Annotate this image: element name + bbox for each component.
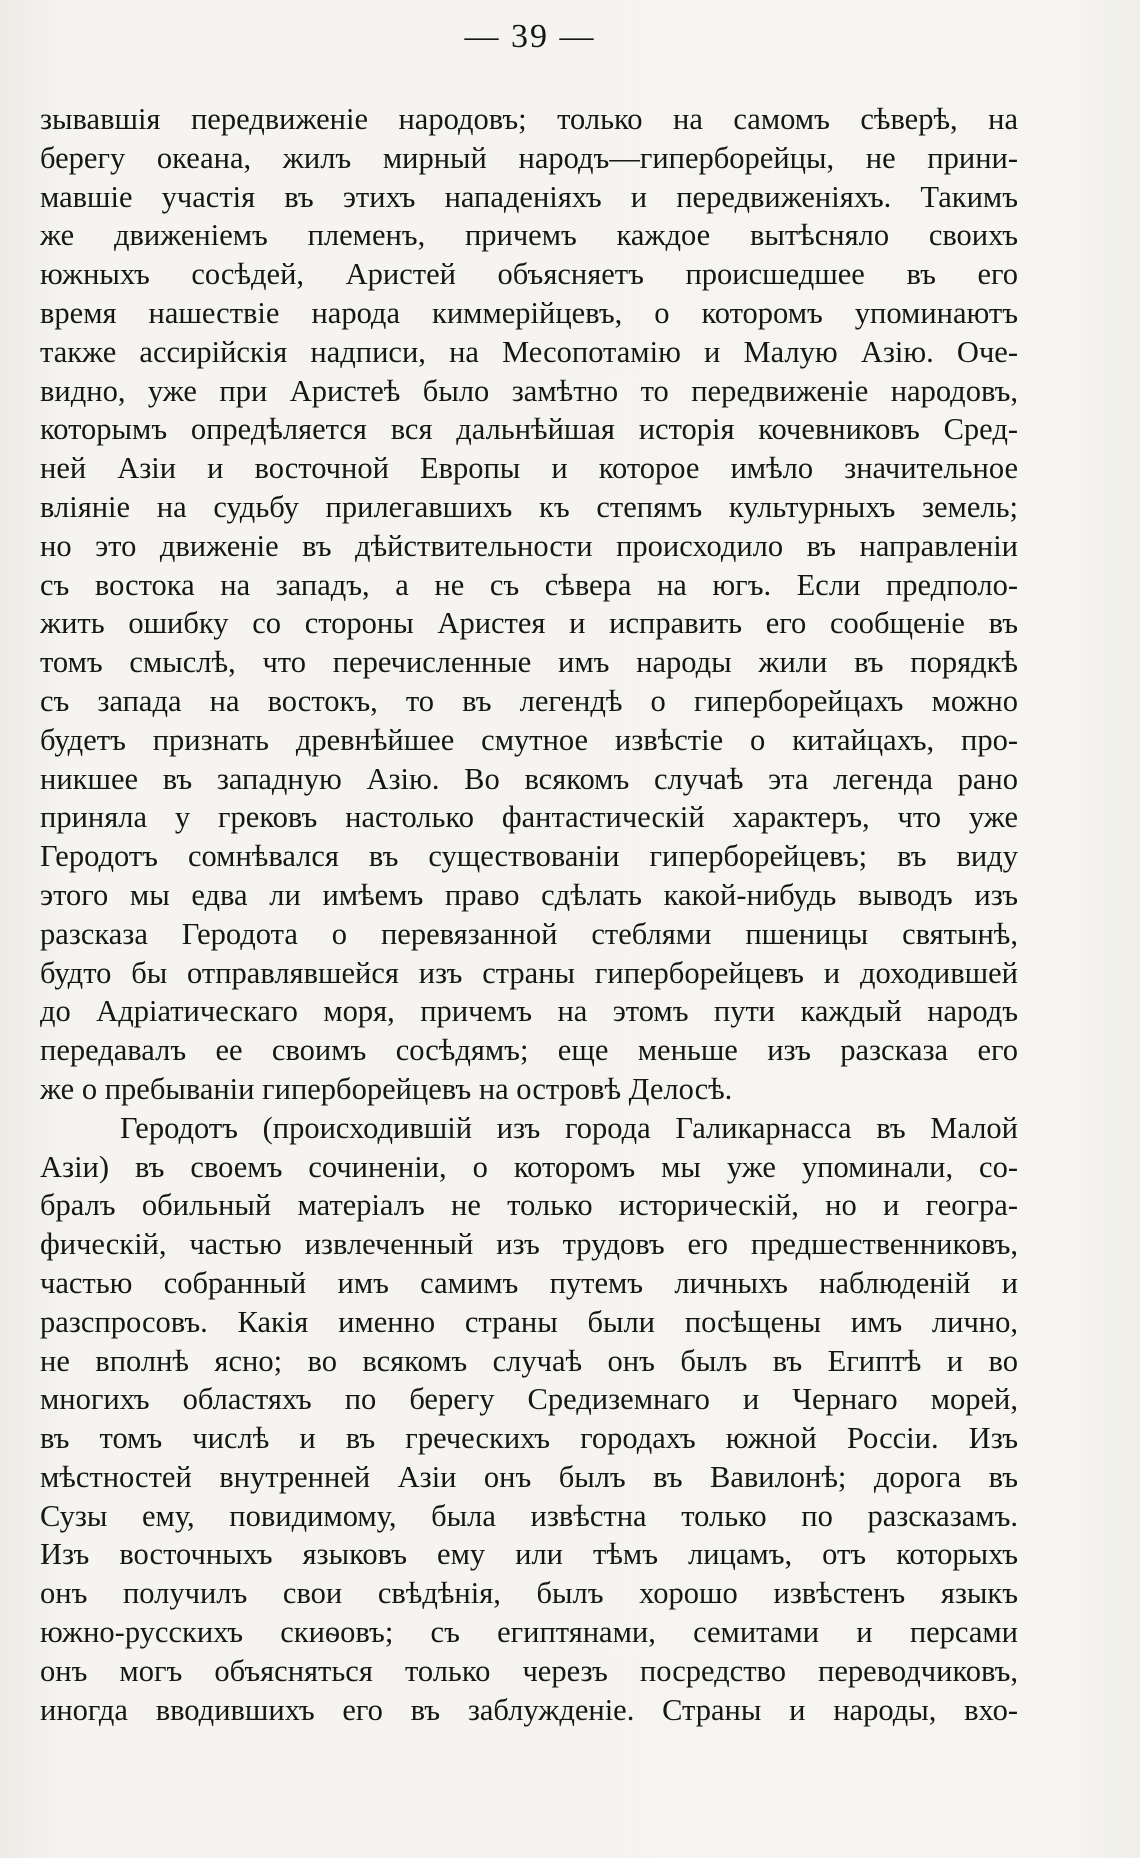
text-line: жить ошибку со стороны Аристея и исправить его сообщеніе въ — [40, 606, 1018, 641]
text-line: Сузы ему, повидимому, была извѣстна только по разсказамъ. — [40, 1498, 1018, 1533]
text-line: съ запада на востокъ, то въ легендѣ о гиперборейцахъ можно — [40, 683, 1018, 718]
text-line: мавшіе участія въ этихъ нападеніяхъ и передвиженіяхъ. Такимъ — [40, 179, 1018, 214]
text-line: Геродотъ (происходившій изъ города Галикарнасса въ Малой — [120, 1110, 1018, 1145]
text-line: Азіи) въ своемъ сочиненіи, о которомъ мы уже упоминали, со- — [40, 1149, 1018, 1184]
text-line: будто бы отправлявшейся изъ страны гиперборейцевъ и доходившей — [40, 955, 1018, 990]
paragraph-2 — [40, 1109, 1018, 1730]
paragraph-1 — [40, 100, 1018, 1109]
text-line: бралъ обильный матеріалъ не только историческій, но и геогра- — [40, 1188, 1018, 1223]
text-line: никшее въ западную Азію. Во всякомъ случаѣ эта легенда рано — [40, 761, 1018, 796]
page-number: — 39 — — [464, 18, 596, 55]
text-line: разсказа Геродота о перевязанной стеблями пшеницы святынѣ, — [40, 916, 1018, 951]
text-line: онъ получилъ свои свѣдѣнія, былъ хорошо извѣстенъ языкъ — [40, 1576, 1018, 1611]
text-line: приняла у грековъ настолько фантастическій характеръ, что уже — [40, 800, 1018, 835]
text-line: онъ могъ объясняться только черезъ посредство переводчиковъ, — [40, 1653, 1018, 1688]
text-line: томъ смыслѣ, что перечисленные имъ народы жили въ порядкѣ — [40, 645, 1018, 680]
text-line: которымъ опредѣляется вся дальнѣйшая исторія кочевниковъ Сред- — [40, 412, 1018, 447]
text-line: фическій, частью извлеченный изъ трудовъ его предшественниковъ, — [40, 1227, 1018, 1262]
text-line: видно, уже при Аристеѣ было замѣтно то передвиженіе народовъ, — [40, 373, 1018, 408]
text-line: въ томъ числѣ и въ греческихъ городахъ южной Россіи. Изъ — [40, 1421, 1018, 1456]
text-line: будетъ признать древнѣйшее смутное извѣстіе о китайцахъ, про- — [40, 722, 1018, 757]
text-line: этого мы едва ли имѣемъ право сдѣлать какой-нибудь выводъ изъ — [40, 877, 1018, 912]
text-line: съ востока на западъ, а не съ сѣвера на югъ. Если предполо- — [40, 567, 1018, 602]
text-line: разспросовъ. Какія именно страны были посѣщены имъ лично, — [40, 1304, 1018, 1339]
text-line: мѣстностей внутренней Азіи онъ былъ въ Вавилонѣ; дорога въ — [40, 1459, 1018, 1494]
text-line: многихъ областяхъ по берегу Средиземнаго и Чернаго морей, — [40, 1382, 1018, 1417]
text-line: также ассирійскія надписи, на Месопотамію и Малую Азію. Оче- — [40, 334, 1018, 369]
text-line: время нашествіе народа киммерійцевъ, о которомъ упоминаютъ — [40, 295, 1018, 330]
body-text — [40, 100, 1018, 1729]
text-line: южно-русскихъ скиѳовъ; съ египтянами, семитами и персами — [40, 1615, 1018, 1650]
text-line: частью собранный имъ самимъ путемъ личныхъ наблюденій и — [40, 1265, 1018, 1300]
text-line: же о пребываніи гиперборейцевъ на островѣ Делосѣ. — [40, 1071, 733, 1106]
text-line: зывавшія передвиженіе народовъ; только на самомъ сѣверѣ, на — [40, 102, 1018, 136]
text-line: ней Азіи и восточной Европы и которое имѣло значительное — [40, 451, 1018, 486]
text-line: Геродотъ сомнѣвался въ существованіи гиперборейцевъ; въ виду — [40, 839, 1018, 874]
text-line: не вполнѣ ясно; во всякомъ случаѣ онъ былъ въ Египтѣ и во — [40, 1343, 1018, 1378]
text-line: но это движеніе въ дѣйствительности происходило въ направленіи — [40, 528, 1018, 563]
text-line: передавалъ ее своимъ сосѣдямъ; еще меньше изъ разсказа его — [40, 1033, 1018, 1068]
text-line: же движеніемъ племенъ, причемъ каждое вытѣсняло своихъ — [40, 218, 1018, 253]
text-line: вліяніе на судьбу прилегавшихъ къ степямъ культурныхъ земель; — [40, 489, 1018, 524]
text-line: берегу океана, жилъ мирный народъ—гиперборейцы, не прини- — [40, 140, 1018, 175]
text-line: южныхъ сосѣдей, Аристей объясняетъ происшедшее въ его — [40, 257, 1018, 292]
text-line: иногда вводившихъ его въ заблужденіе. Страны и народы, вхо- — [40, 1692, 1018, 1727]
text-line: Изъ восточныхъ языковъ ему или тѣмъ лицамъ, отъ которыхъ — [40, 1537, 1018, 1572]
text-line: до Адріатическаго моря, причемъ на этомъ пути каждый народъ — [40, 994, 1018, 1029]
